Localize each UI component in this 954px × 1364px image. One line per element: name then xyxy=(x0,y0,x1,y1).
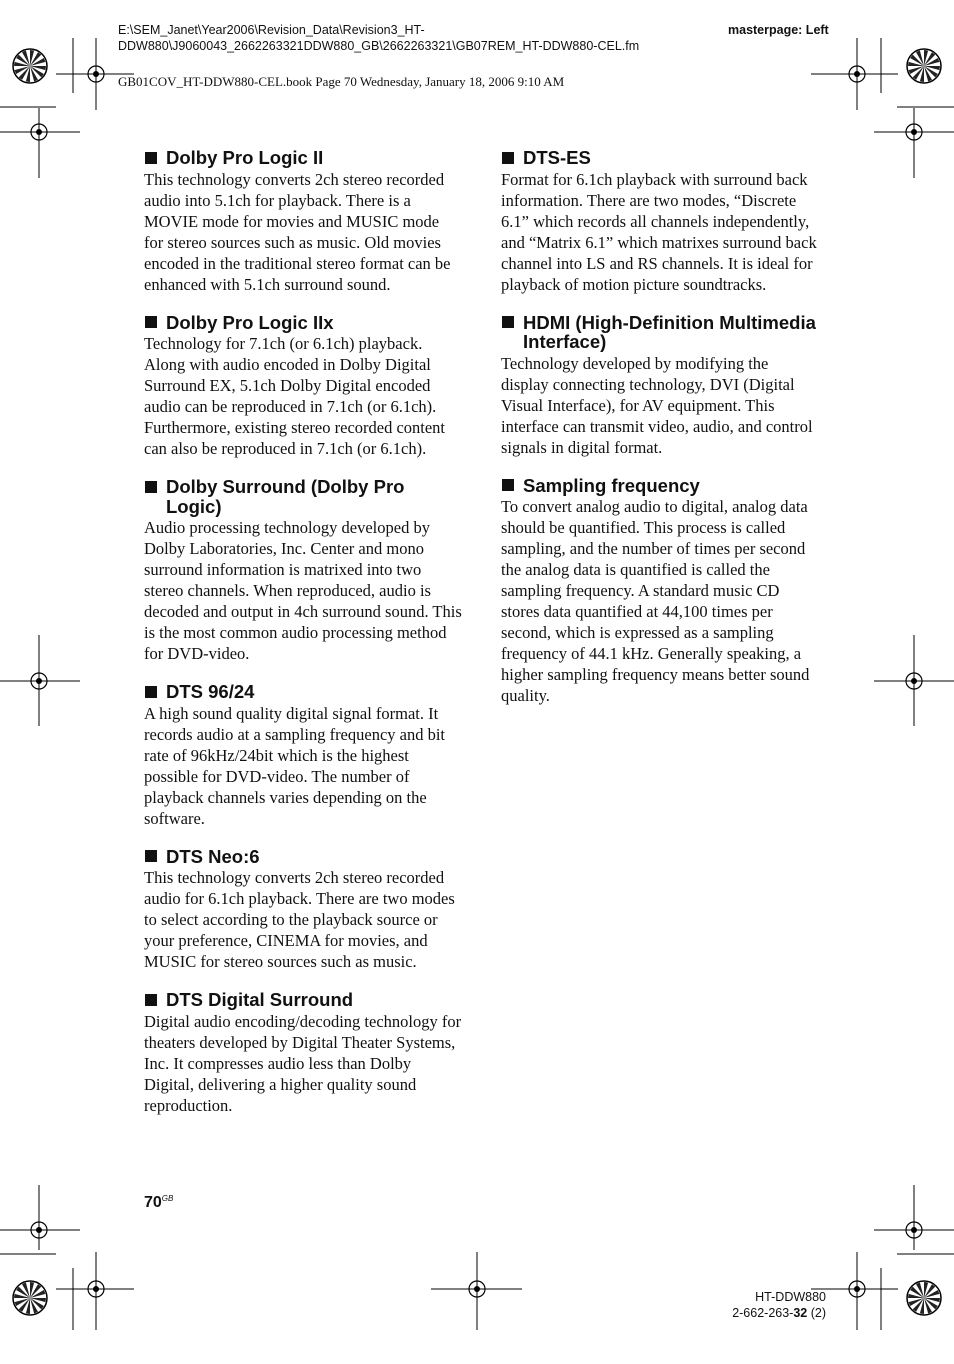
square-bullet-icon xyxy=(145,850,157,862)
entry-body: Format for 6.1ch playback with surround back information. There are two modes, “Discrete 6.1” which records all channels independently, and “Matrix 6.1” which matrixes surround back channel into LS and RS channels. It is ideal for playback of motion picture soundtracks. xyxy=(501,169,817,294)
glossary-entry xyxy=(144,313,462,460)
square-bullet-icon xyxy=(145,316,157,328)
glossary-entry xyxy=(144,477,462,664)
starburst-target-icon xyxy=(13,49,47,83)
square-bullet-icon xyxy=(502,152,514,164)
starburst-target-icon xyxy=(907,49,941,83)
entry-body: Technology for 7.1ch (or 6.1ch) playback. Along with audio encoded in Dolby Digital Surround EX, 5.1ch Dolby Digital encoded audio can be reproduced in 7.1ch (or 6.1ch). Furthermore, existing stereo recorded content can also be reproduced in 7.1ch (or 6.1ch). xyxy=(144,334,446,458)
entry-title: DTS Digital Surround xyxy=(166,989,354,1010)
glossary-entry xyxy=(501,148,819,295)
entry-title: Dolby Pro Logic II xyxy=(166,147,324,168)
entry-body: This technology converts 2ch stereo recorded audio into 5.1ch for playback. There is a MOVIE mode for movies and MUSIC mode for stereo sources such as music. Old movies encoded in the traditional stereo format can be enhanced with 5.1ch surround sound. xyxy=(144,169,451,294)
page-number-suffix: GB xyxy=(161,1194,174,1203)
square-bullet-icon xyxy=(145,481,157,493)
square-bullet-icon xyxy=(145,152,157,164)
starburst-target-icon xyxy=(907,1281,941,1315)
glossary-entry xyxy=(501,313,819,458)
footer-model: HT-DDW880 xyxy=(755,1290,826,1304)
entry-title: HDMI (High-Definition Multimedia Interface) xyxy=(523,311,816,352)
glossary-entry xyxy=(144,847,462,973)
right-column xyxy=(501,148,819,724)
square-bullet-icon xyxy=(502,316,514,328)
glossary-entry xyxy=(144,682,462,829)
glossary-entry xyxy=(144,990,462,1116)
glossary-entry xyxy=(144,148,462,295)
book-info-line: GB01COV_HT-DDW880-CEL.book Page 70 Wednesday, January 18, 2006 9:10 AM xyxy=(118,74,565,89)
masterpage-label: masterpage: Left xyxy=(728,23,829,37)
square-bullet-icon xyxy=(502,479,514,491)
entry-title: DTS Neo:6 xyxy=(166,845,260,867)
page-number: $70^{GB}$ xyxy=(144,1194,174,1211)
entry-body: A high sound quality digital signal format. It records audio at a sampling frequency and bit rate of 96kHz/24bit which is the highest possible for DVD-video. The number of playback channels varies depending on the software. xyxy=(144,703,446,828)
entry-title: DTS-ES xyxy=(523,147,591,168)
footer-code: 2-662-263-32 (2) xyxy=(732,1306,826,1320)
footer-info xyxy=(732,1289,826,1321)
entry-title: Dolby Surround (Dolby Pro Logic) xyxy=(166,476,405,517)
header-file-path: E:\SEM_Janet\Year2006\Revision_Data\Revision3_HT-DDW880\J9060043_2662263321DDW880_GB\2662263321\GB07REM_HT-DDW880-CEL.fm xyxy=(118,23,640,53)
starburst-target-icon xyxy=(13,1281,47,1315)
entry-body: To convert analog audio to digital, analog data should be quantified. This process is called sampling, and the number of times per second the analog data is quantified is called the sampling frequency. A standard music CD stores data quantified at 44,100 times per second, which is expressed as a sampling frequency of 44.1 kHz. Generally speaking, a higher sampling frequency means better sound quality. xyxy=(501,497,810,705)
entry-body: This technology converts 2ch stereo recorded audio for 6.1ch playback. There are two modes to select according to the playback source or your preference, CINEMA for movies, and MUSIC for stereo sources such as music. xyxy=(144,868,455,971)
square-bullet-icon xyxy=(145,994,157,1006)
entry-body: Audio processing technology developed by Dolby Laboratories, Inc. Center and mono surround information is matrixed into two stereo channels. When reproduced, audio is decoded and output in 4ch surround sound. This is the most common audio processing method for DVD-video. xyxy=(144,518,462,663)
square-bullet-icon xyxy=(145,686,157,698)
left-column xyxy=(144,148,462,1134)
entry-body: Digital audio encoding/decoding technology for theaters developed by Digital Theater Systems, Inc. It compresses audio less than Dolby Digital, delivering a higher quality sound reproduction. xyxy=(144,1011,462,1115)
entry-body: Technology developed by modifying the display connecting technology, DVI (Digital Visual Interface), for AV equipment. This interface can transmit video, audio, and control signals in digital format. xyxy=(501,353,813,457)
entry-title: DTS 96/24 xyxy=(166,681,255,702)
glossary-entry xyxy=(501,476,819,707)
entry-title: Dolby Pro Logic IIx xyxy=(166,311,334,333)
entry-title: Sampling frequency xyxy=(523,474,700,496)
